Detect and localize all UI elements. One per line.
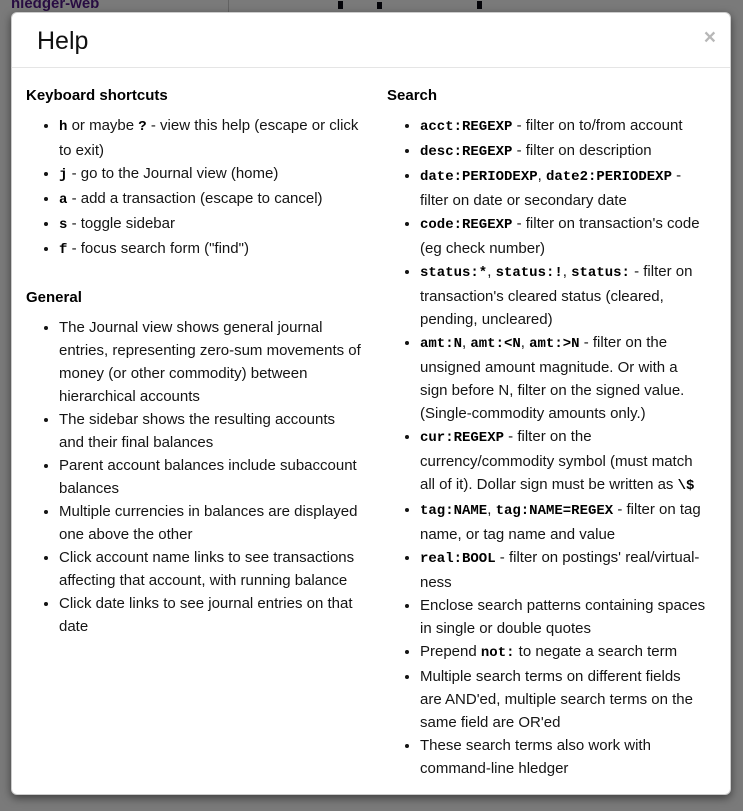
code-term: status:*: [420, 265, 488, 281]
help-item: • desc:REGEXP - filter on description: [420, 139, 706, 164]
help-item: • f - focus search form ("find"): [59, 237, 361, 262]
help-item: • Multiple search terms on different fields are AND'ed, multiple search terms on the same field are OR'ed: [420, 665, 706, 734]
code-term: tag:NAME=REGEX: [495, 503, 614, 519]
help-item: • tag:NAME, tag:NAME=REGEX - filter on tag name, or tag name and value: [420, 498, 706, 546]
help-item: • Prepend not: to negate a search term: [420, 640, 706, 665]
section-heading: Keyboard shortcuts: [26, 87, 168, 104]
code-term: \$: [677, 478, 695, 494]
code-term: desc:REGEXP: [420, 144, 513, 160]
help-item: • h or maybe ? - view this help (escape or click to exit): [59, 114, 361, 162]
code-term: date:PERIODEXP: [420, 169, 538, 185]
help-item: • j - go to the Journal view (home): [59, 162, 361, 187]
help-item: • The sidebar shows the resulting accounts and their final balances: [59, 408, 361, 454]
help-item: • a - add a transaction (escape to cancel): [59, 187, 361, 212]
help-item: • status:*, status:!, status: - filter on transaction's cleared status (cleared, pending, uncleared): [420, 260, 706, 331]
code-term: j: [59, 167, 68, 183]
code-term: amt:N: [420, 336, 463, 352]
help-item: • amt:N, amt:<N, amt:>N - filter on the unsigned amount magnitude. Or with a sign before N, filter on the signed value. (Single-commodity amounts only.): [420, 331, 706, 425]
modal-title: Help: [37, 27, 89, 55]
code-term: amt:<N: [470, 336, 521, 352]
code-term: not:: [480, 645, 515, 661]
section-heading: Search: [387, 87, 438, 104]
help-list: [26, 316, 371, 638]
help-item: • real:BOOL - filter on postings' real/virtual-ness: [420, 546, 706, 594]
code-term: status:: [571, 265, 630, 281]
section-heading: General: [26, 289, 82, 306]
help-item: • Multiple currencies in balances are displayed one above the other: [59, 500, 361, 546]
code-term: date2:PERIODEXP: [545, 169, 672, 185]
code-term: tag:NAME: [420, 503, 488, 519]
help-item: • These search terms also work with command-line hledger: [420, 734, 706, 780]
help-item: • Parent account balances include subaccount balances: [59, 454, 361, 500]
help-item: • The Journal view shows general journal entries, representing zero-sum movements of money (or other commodity) between hierarchical accounts: [59, 316, 361, 408]
help-item: • Click account name links to see transactions affecting that account, with running balance: [59, 546, 361, 592]
code-term: amt:>N: [529, 336, 580, 352]
modal-header: [12, 13, 730, 68]
code-term: real:BOOL: [420, 551, 496, 567]
code-term: code:REGEXP: [420, 217, 513, 233]
code-term: acct:REGEXP: [420, 119, 513, 135]
help-column-left: [26, 82, 371, 790]
help-modal: [11, 12, 731, 795]
help-item: • code:REGEXP - filter on transaction's code (eg check number): [420, 212, 706, 260]
help-list: [26, 114, 371, 262]
modal-body: [12, 68, 730, 810]
help-column-right: [371, 82, 716, 790]
code-term: s: [59, 217, 68, 233]
help-item: • acct:REGEXP - filter on to/from account: [420, 114, 706, 139]
help-item: • Enclose search patterns containing spaces in single or double quotes: [420, 594, 706, 640]
help-list: [387, 114, 716, 780]
help-item: • cur:REGEXP - filter on the currency/commodity symbol (must match all of it). Dollar sign must be written as \$: [420, 425, 706, 498]
close-icon[interactable]: ×: [703, 26, 716, 49]
code-term: cur:REGEXP: [420, 430, 505, 446]
code-term: h: [59, 119, 68, 135]
code-term: ?: [138, 119, 147, 135]
code-term: status:!: [495, 265, 563, 281]
help-item: • date:PERIODEXP, date2:PERIODEXP - filter on date or secondary date: [420, 164, 706, 212]
help-item: • Click date links to see journal entries on that date: [59, 592, 361, 638]
help-item: • s - toggle sidebar: [59, 212, 361, 237]
code-term: f: [59, 242, 68, 258]
code-term: a: [59, 192, 68, 208]
